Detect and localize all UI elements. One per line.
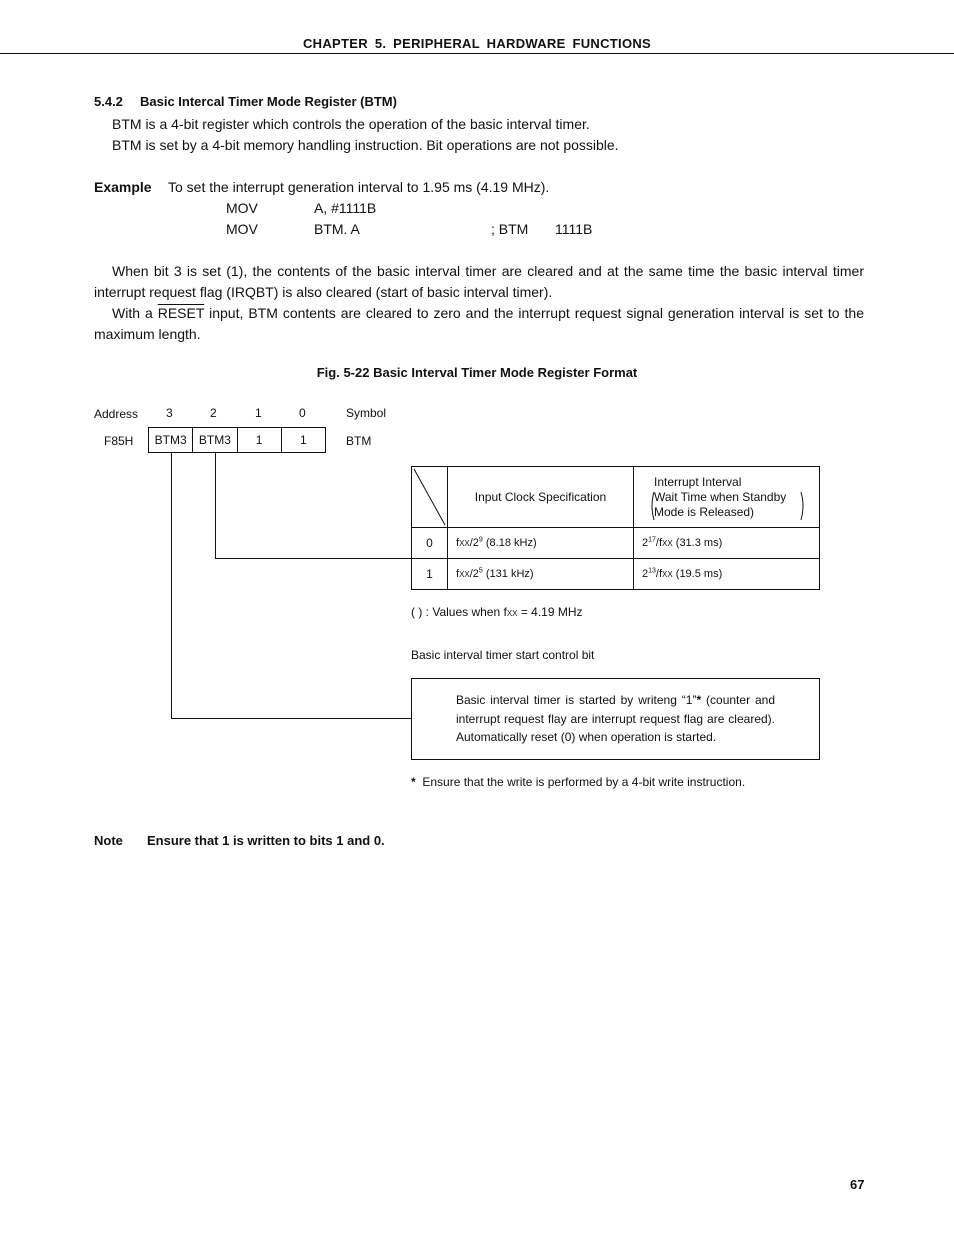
diagonal-slash [412, 467, 447, 527]
clock-sub: XX [459, 570, 470, 579]
values-note-pre: ( ) : Values when f [411, 605, 507, 619]
clock-exp: 9 [478, 536, 483, 544]
header-interrupt-interval [634, 467, 820, 528]
clock-div: /2 [469, 568, 479, 580]
clock-f: f [456, 537, 460, 549]
connector-bit3-horizontal [171, 718, 411, 719]
header-interval-line3: Mode is Released) [654, 504, 755, 519]
clock-val: (8.18 kHz) [482, 537, 537, 549]
paragraph-reset-before: With a [112, 305, 158, 321]
footnote-star: * [411, 775, 416, 789]
example-label: Example [94, 179, 152, 195]
connector-bit2-horizontal [215, 558, 411, 559]
row-interval [634, 528, 820, 559]
register-box [148, 427, 326, 453]
symbol-value: BTM [346, 434, 372, 448]
row-clock-spec [448, 528, 634, 559]
section-title-text: Basic Intercal Timer Mode Register (BTM) [140, 94, 397, 109]
interval-mid: /f [655, 568, 663, 580]
symbol-label: Symbol [346, 406, 387, 420]
note [94, 833, 385, 848]
code-op-1: MOV [226, 200, 258, 216]
interval-table [411, 466, 820, 590]
start-desc-b: (counter and interrupt request flay are interrupt request flag are cleared). Automatically reset (0) when operation is started. [456, 693, 775, 744]
address-value: F85H [104, 434, 134, 448]
interval-base: 2 [642, 568, 649, 580]
footnote-text: Ensure that the write is performed by a 4-bit write instruction. [422, 775, 746, 789]
section-line-2: BTM is set by a 4-bit memory handling instruction. Bit operations are not possible. [112, 137, 619, 153]
header-interval-line1: Interrupt Interval [654, 474, 742, 489]
diagonal-cell [412, 467, 448, 528]
note-label: Note [94, 833, 123, 848]
footnote [411, 775, 745, 789]
table-row [412, 528, 820, 559]
section-number: 5.4.2 [94, 94, 123, 109]
header-rule [0, 53, 954, 54]
interval-base: 2 [642, 537, 649, 549]
section-line-1: BTM is a 4-bit register which controls the operation of the basic interval timer. [112, 116, 590, 132]
note-text: Ensure that 1 is written to bits 1 and 0. [147, 833, 385, 848]
interval-val: (19.5 ms) [672, 568, 723, 580]
right-paren-icon [800, 491, 806, 521]
header-input-clock: Input Clock Specification [448, 467, 634, 528]
code-op-2: MOV [226, 221, 258, 237]
start-control-label: Basic interval timer start control bit [411, 648, 595, 662]
address-label: Address [94, 407, 139, 421]
bit-label-2: 2 [210, 406, 217, 420]
chapter-header: CHAPTER 5. PERIPHERAL HARDWARE FUNCTIONS [302, 36, 652, 51]
table-header-row [412, 467, 820, 528]
register-cell-bit0: 1 [300, 433, 307, 447]
reset-signal: RESET [157, 305, 205, 321]
page-number: 67 [850, 1177, 865, 1192]
register-cell-bit3: BTM3 [149, 428, 193, 452]
section-title [94, 94, 397, 109]
figure-title: Fig. 5-22 Basic Interval Timer Mode Register Format [316, 365, 638, 380]
row-bit-value: 0 [412, 528, 448, 559]
clock-f: f [456, 568, 460, 580]
clock-exp: 5 [478, 567, 483, 575]
row-bit-value: 1 [412, 559, 448, 590]
interval-exp: 17 [648, 536, 656, 544]
left-paren-icon [649, 491, 655, 521]
interval-mid: /f [655, 537, 663, 549]
bit-label-0: 0 [299, 406, 306, 420]
code-value-2: 1111B [555, 221, 593, 237]
example-text: To set the interrupt generation interval to 1.95 ms (4.19 MHz). [168, 179, 550, 195]
connector-bit2-vertical [215, 453, 216, 559]
code-args-1: A, #1111B [314, 200, 377, 216]
row-clock-spec [448, 559, 634, 590]
values-note [411, 605, 583, 619]
paragraph-reset [94, 303, 864, 345]
interval-sub: XX [662, 570, 673, 579]
paragraph-reset-after: input, BTM contents are cleared to zero and the interrupt request signal generation interval is set to the maximum length. [94, 305, 864, 342]
code-args-2: BTM. A [314, 221, 360, 237]
interval-exp: 13 [648, 567, 656, 575]
clock-div: /2 [469, 537, 479, 549]
bit-label-1: 1 [255, 406, 262, 420]
start-desc-star: * [696, 693, 702, 707]
connector-bit3-vertical [171, 453, 172, 719]
register-cell-bit2: BTM3 [193, 428, 237, 452]
interval-val: (31.3 ms) [672, 537, 723, 549]
clock-val: (131 kHz) [482, 568, 534, 580]
code-comment-2: ; BTM [491, 221, 529, 237]
values-note-post: = 4.19 MHz [517, 605, 583, 619]
header-wait-block [654, 490, 819, 520]
values-note-sub: XX [506, 609, 518, 618]
paragraph-bit3-text: When bit 3 is set (1), the contents of the basic interval timer are cleared and at the same time the basic interval timer interrupt request flag (IRQBT) is also cleared (start of basic interval timer). [94, 263, 864, 300]
header-interval-line2: Wait Time when Standby [654, 489, 787, 504]
clock-sub: XX [459, 539, 470, 548]
table-row [412, 559, 820, 590]
interval-sub: XX [662, 539, 673, 548]
start-control-box [411, 678, 820, 760]
paragraph-bit3 [94, 261, 864, 303]
register-cell-bit1: 1 [238, 428, 282, 452]
start-desc-a: Basic interval timer is started by writeng “1” [456, 693, 697, 707]
bit-label-3: 3 [166, 406, 173, 420]
row-interval [634, 559, 820, 590]
